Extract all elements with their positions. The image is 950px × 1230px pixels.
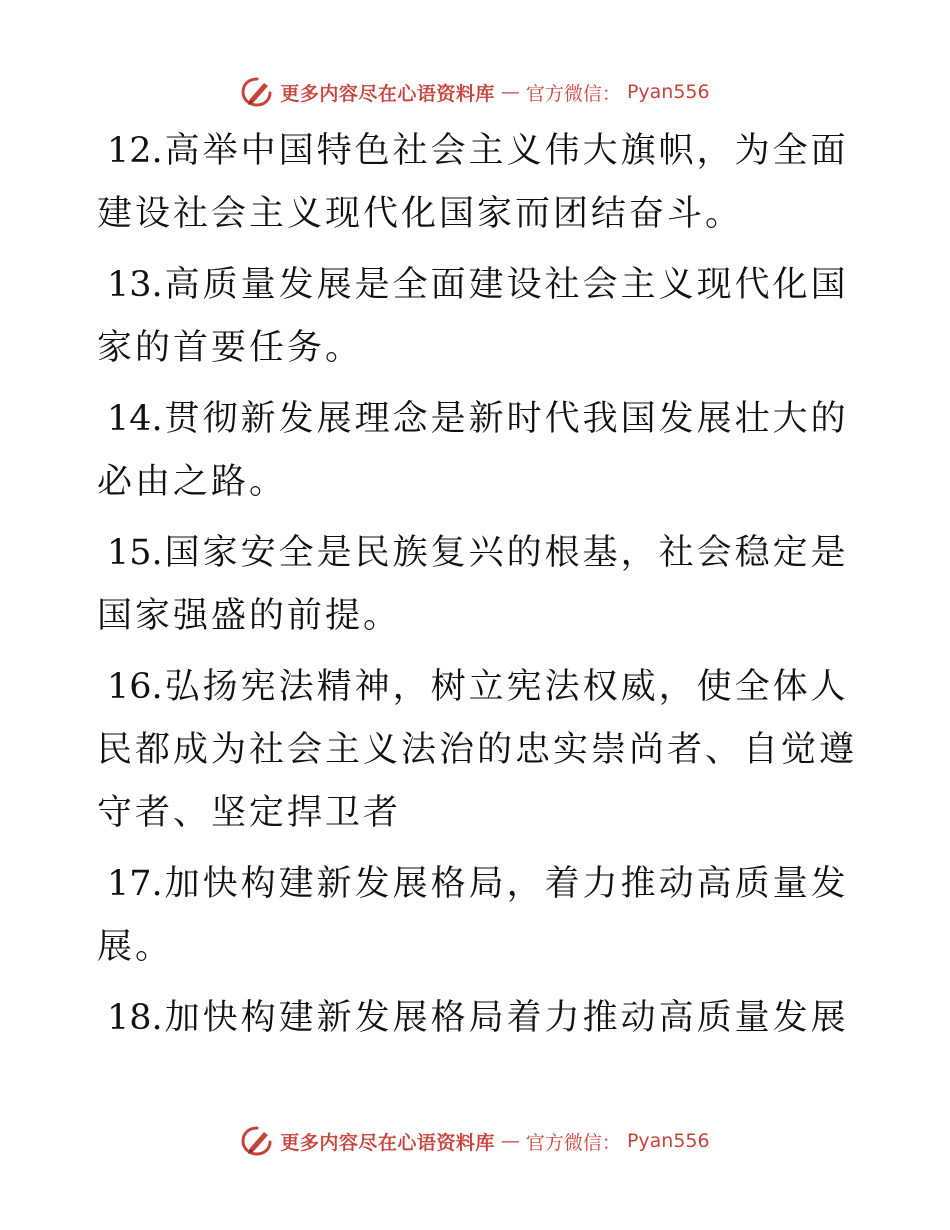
banner-site-text: 更多内容尽在心语资料库: [280, 82, 495, 105]
banner-wechat-label: 官方微信：: [525, 82, 621, 105]
item-number: 12.: [107, 131, 163, 171]
item-number: 14.: [107, 399, 163, 439]
list-item: [97, 254, 857, 380]
banner-dash: —: [500, 81, 520, 103]
item-text: 国家安全是民族复兴的根基，社会稳定是国家强盛的前提。: [97, 533, 849, 636]
banner-dash: —: [500, 1130, 520, 1152]
item-text: 加快构建新发展格局着力推动高质量发展: [164, 998, 849, 1038]
footer-watermark: [0, 1121, 950, 1161]
list-item: [97, 120, 857, 246]
banner-wechat-label: 官方微信：: [525, 1131, 621, 1154]
banner-wechat-id: Pyan556: [626, 1130, 710, 1152]
list-item: [97, 388, 857, 514]
item-number: 16.: [107, 667, 163, 707]
list-item: [97, 853, 857, 979]
item-number: 17.: [107, 864, 163, 904]
list-item: [97, 656, 857, 845]
item-text: 高举中国特色社会主义伟大旗帜，为全面建设社会主义现代化国家而团结奋斗。: [97, 131, 849, 234]
banner-wechat-id: Pyan556: [626, 81, 710, 103]
item-number: 18.: [107, 998, 163, 1038]
item-text: 加快构建新发展格局，着力推动高质量发展。: [97, 864, 849, 967]
pen-swirl-logo-icon: [240, 75, 274, 109]
item-text: 弘扬宪法精神，树立宪法权威，使全体人民都成为社会主义法治的忠实崇尚者、自觉遵守者、坚定捍卫者: [97, 667, 858, 833]
item-text: 高质量发展是全面建设社会主义现代化国家的首要任务。: [97, 265, 849, 368]
document-body: [97, 120, 857, 1058]
item-number: 15.: [107, 533, 163, 573]
banner-site-text: 更多内容尽在心语资料库: [280, 1131, 495, 1154]
list-item: [97, 522, 857, 648]
item-number: 13.: [107, 265, 163, 305]
pen-swirl-logo-icon: [240, 1124, 274, 1158]
list-item: [97, 987, 857, 1050]
item-text: 贯彻新发展理念是新时代我国发展壮大的必由之路。: [97, 399, 849, 502]
header-watermark: [0, 72, 950, 112]
